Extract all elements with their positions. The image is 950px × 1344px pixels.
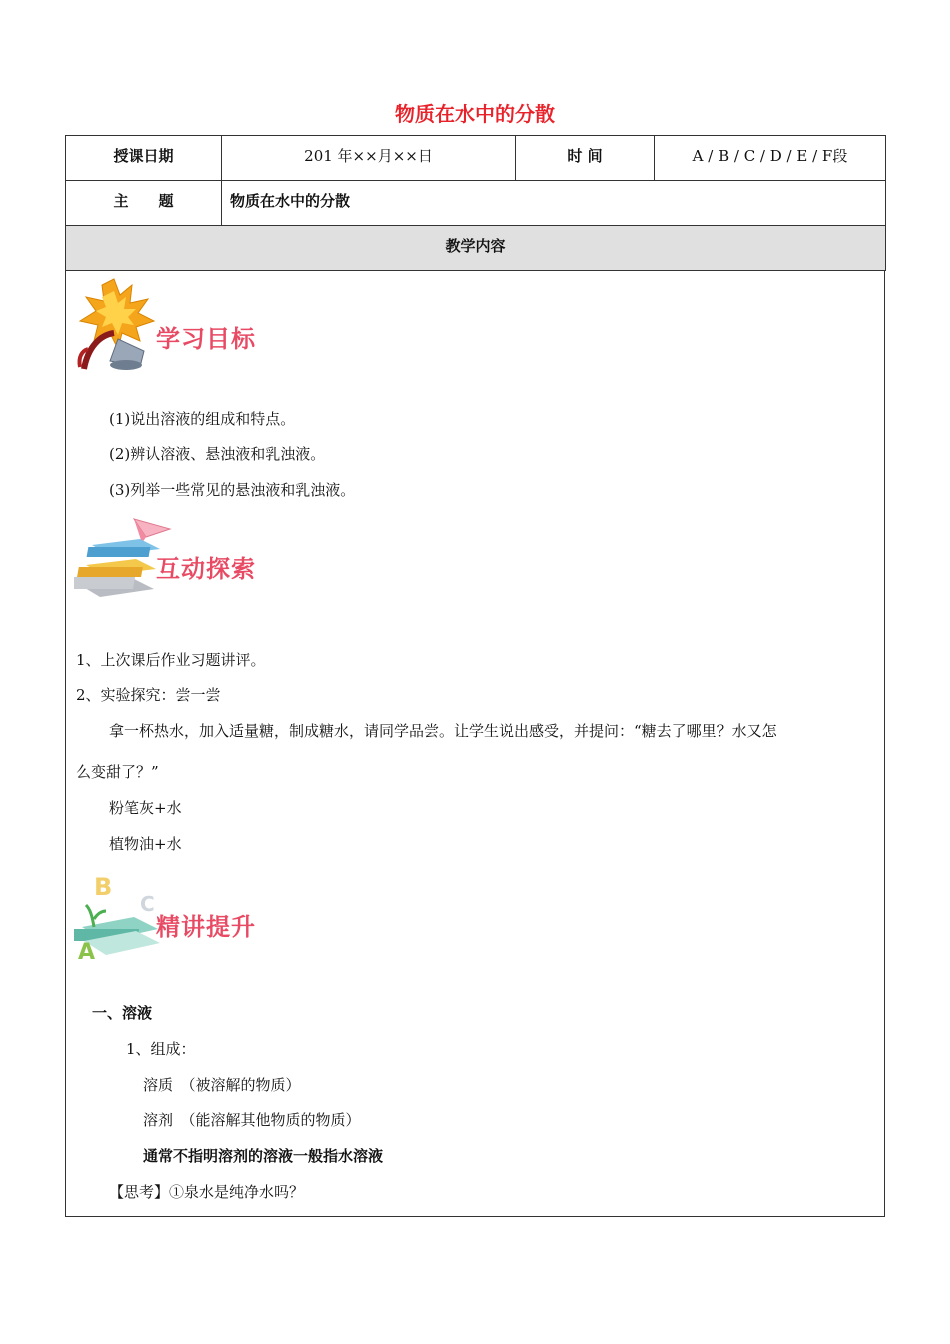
topic-label-cell [66, 181, 222, 226]
date-label: 授课日期 [113, 147, 174, 165]
teaching-content-box [65, 271, 885, 1217]
explore-paragraph-line-2: 么变甜了？” [76, 763, 159, 781]
explore-item-1: 1、上次课后作业习题讲评。 [76, 651, 266, 669]
content-row [66, 226, 886, 271]
lecture-banner-label: 精讲提升 [156, 913, 256, 941]
goals-banner-label: 学习目标 [156, 325, 256, 353]
chalk-water-item: 粉笔灰+水 [109, 799, 182, 817]
goal-item-1-text: (1)说出溶液的组成和特点。 [109, 410, 296, 428]
explore-banner-label: 互动探索 [156, 555, 256, 583]
solution-heading: 一、溶液 [92, 1004, 153, 1022]
goal-item-2-text: (2)辨认溶液、悬浊液和乳浊液。 [109, 445, 326, 463]
date-row [66, 136, 886, 181]
svg-text:C: C [140, 892, 155, 916]
svg-text:B: B [94, 873, 113, 901]
time-value-cell [655, 136, 886, 181]
solvent-definition: 溶剂 （能溶解其他物质的物质） [143, 1111, 361, 1129]
topic-value-cell [222, 181, 886, 226]
content-label-cell [66, 226, 886, 271]
maple-leaf-bell-icon [74, 277, 164, 373]
time-label-cell [516, 136, 655, 181]
topic-value: 物质在水中的分散 [230, 192, 351, 210]
topic-label: 主 题 [113, 192, 174, 210]
explore-paragraph-line-1: 拿一杯热水，加入适量糖，制成糖水，请同学品尝。让学生说出感受，并提问：“糖去了哪里？水又怎 [109, 722, 777, 740]
composition-heading: 1、组成： [126, 1040, 196, 1058]
topic-row [66, 181, 886, 226]
date-value-cell [222, 136, 516, 181]
date-value: 201 年××月××日 [304, 147, 433, 165]
think-question: 【思考】①泉水是纯净水吗？ [109, 1183, 305, 1201]
time-value: A / B / C / D / E / F段 [692, 147, 848, 165]
goal-item-3 [109, 479, 355, 500]
explore-item-2: 2、实验探究：尝一尝 [76, 686, 221, 704]
content-label: 教学内容 [445, 237, 506, 255]
lecture-banner [74, 869, 274, 965]
page-title: 物质在水中的分散 [395, 102, 555, 126]
oil-water-item: 植物油+水 [109, 835, 182, 853]
svg-text:A: A [78, 940, 96, 965]
time-label: 时 间 [567, 147, 603, 165]
goal-item-3-text: (3)列举一些常见的悬浊液和乳浊液。 [109, 481, 356, 499]
goal-item-1 [109, 408, 295, 429]
solvent-note: 通常不指明溶剂的溶液一般指水溶液 [143, 1147, 384, 1165]
goals-banner [74, 277, 274, 373]
lesson-header-table [65, 135, 886, 271]
solute-definition: 溶质 （被溶解的物质） [143, 1076, 301, 1094]
explore-banner [74, 515, 274, 611]
date-label-cell [66, 136, 222, 181]
goal-item-2 [109, 443, 325, 464]
